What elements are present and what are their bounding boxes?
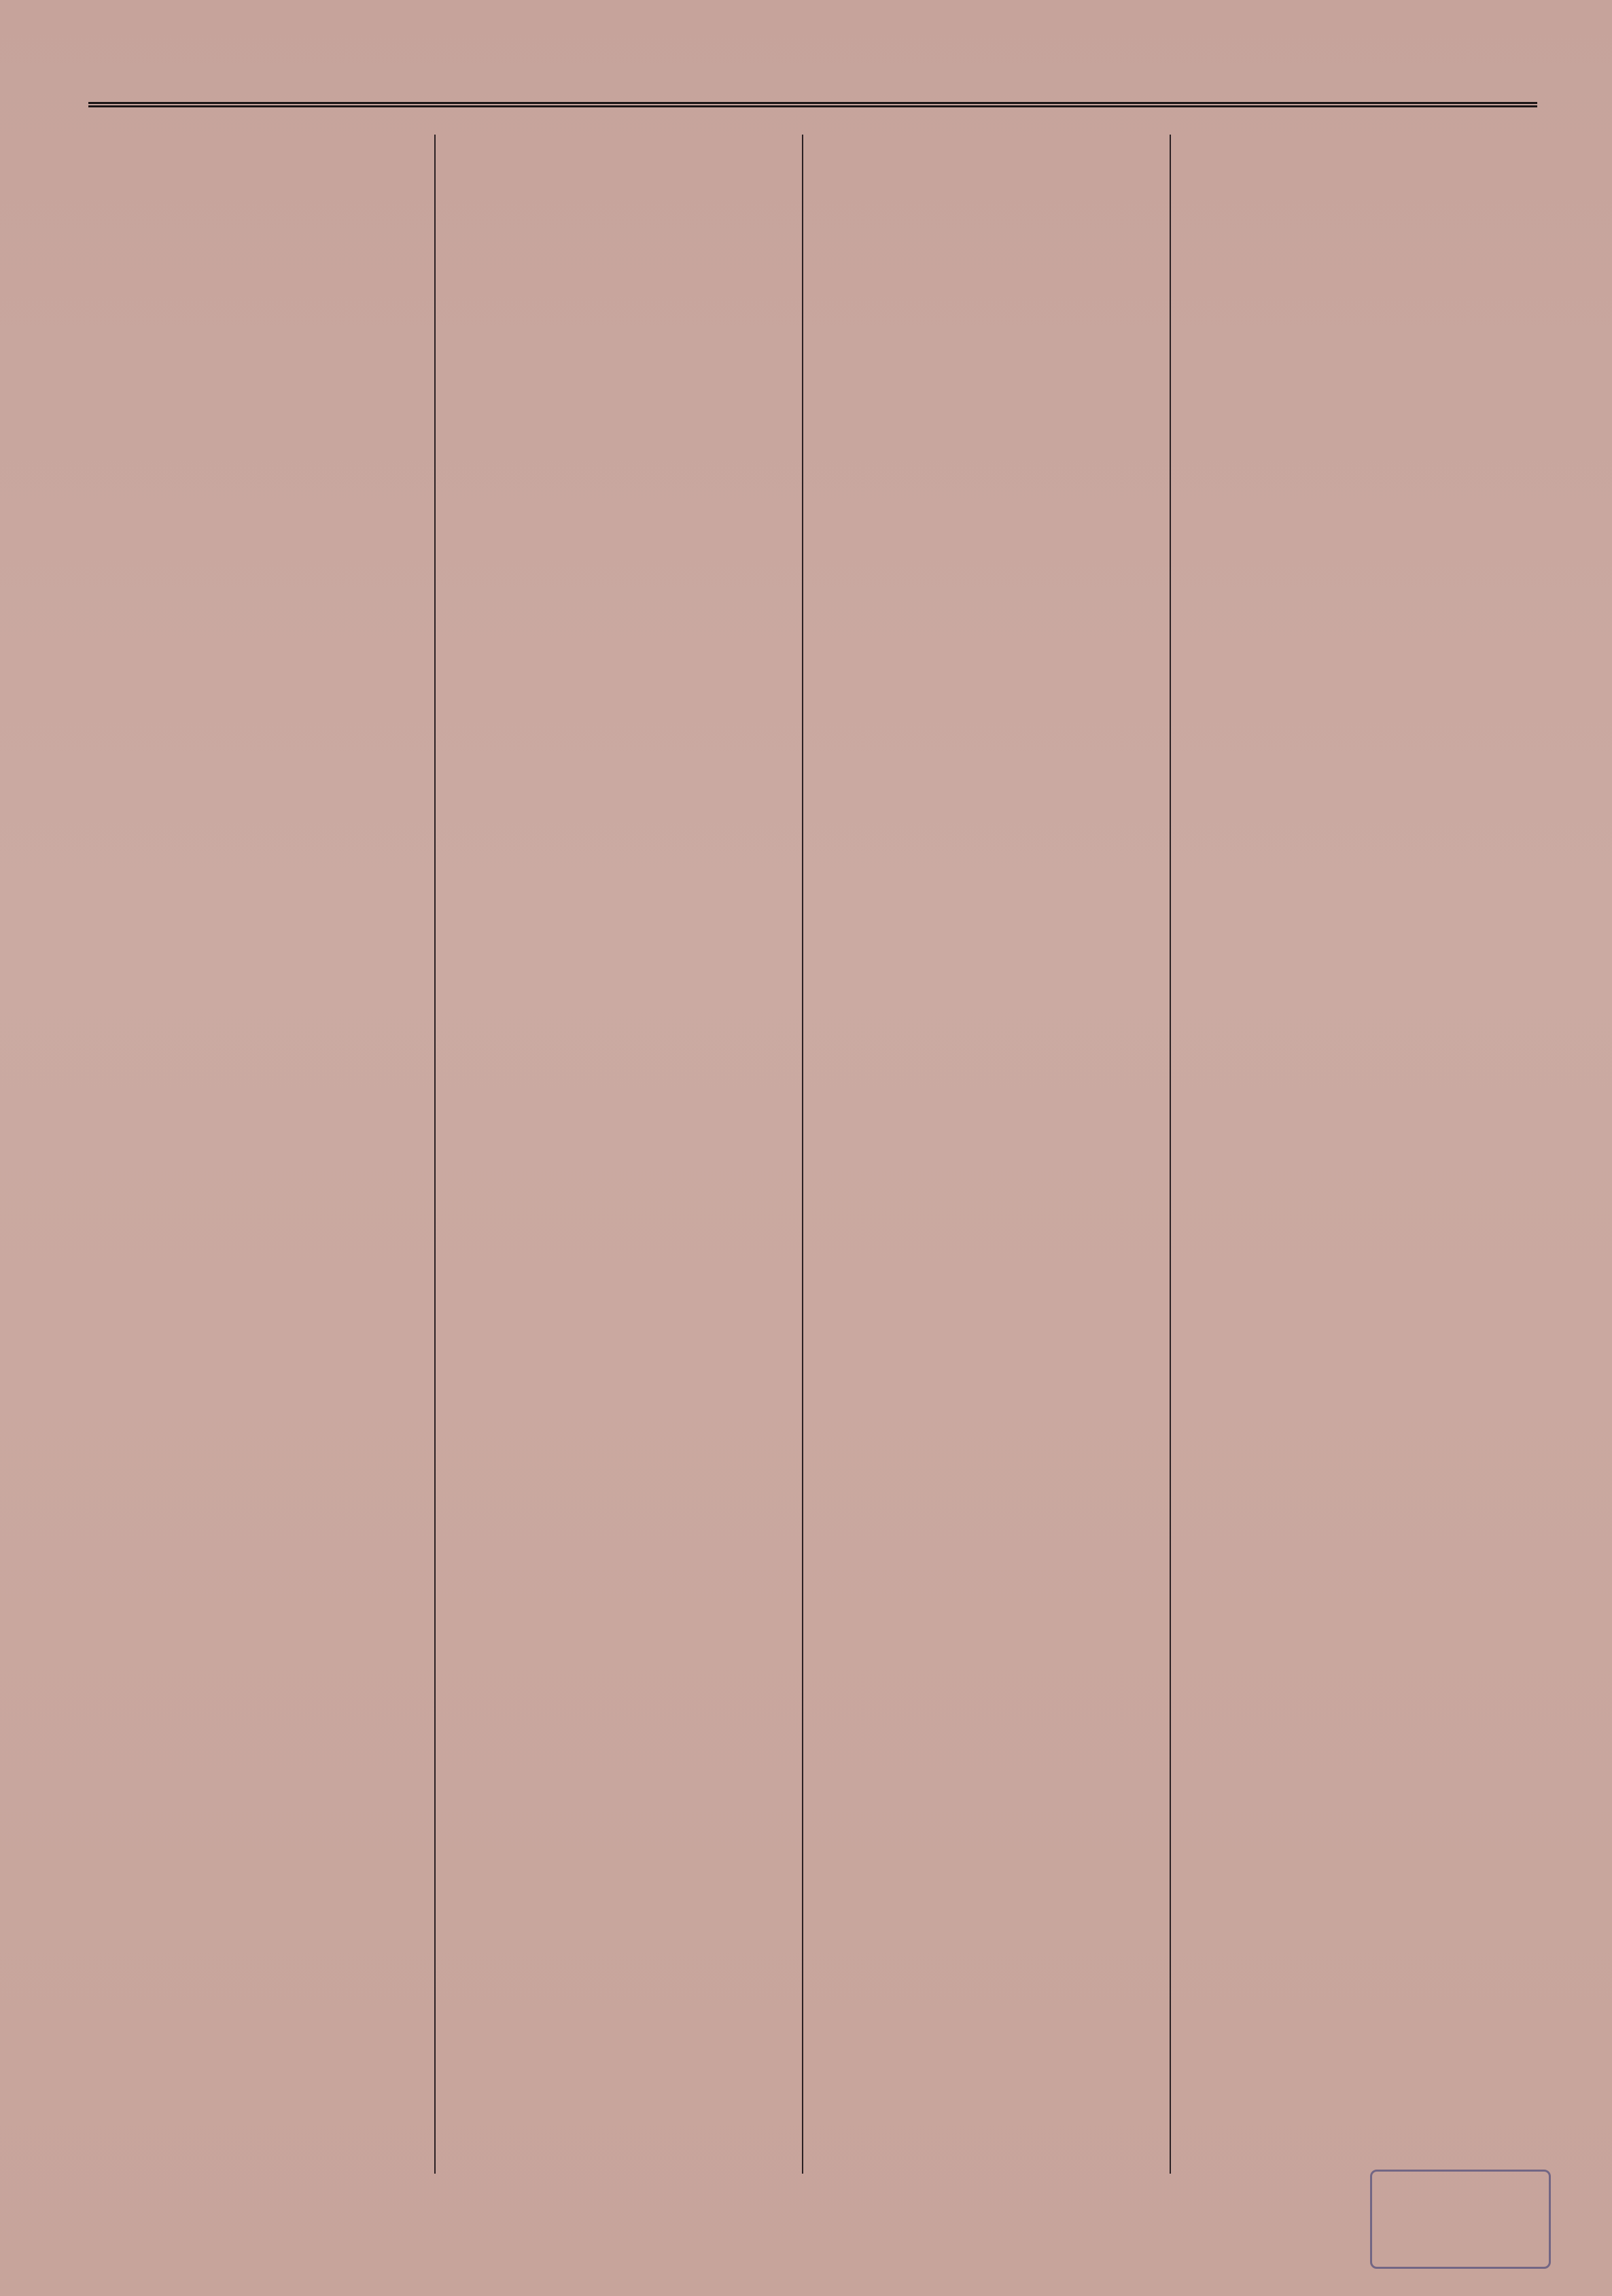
columns — [88, 135, 1537, 2174]
column-2 — [456, 135, 803, 2174]
column-1 — [88, 135, 436, 2174]
masthead — [88, 20, 1537, 107]
column-4 — [1191, 135, 1537, 2174]
logo — [1370, 2170, 1551, 2269]
column-3 — [824, 135, 1171, 2174]
